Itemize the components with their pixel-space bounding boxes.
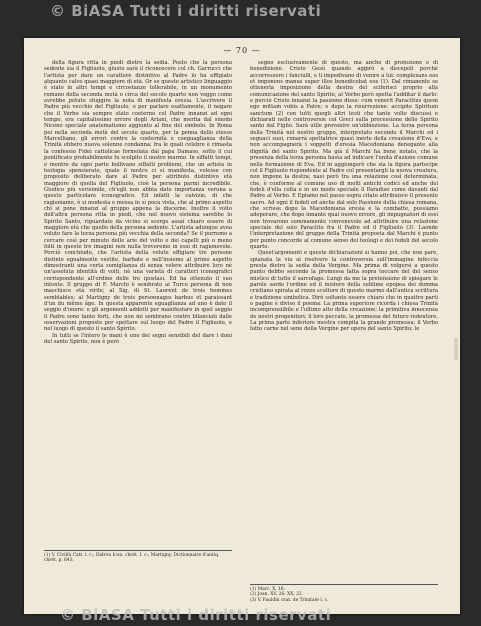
watermark-top: © BiASA Tutti i diritti riservati xyxy=(50,2,322,20)
right-paragraph-1: segno esclusivamente di questo, ma anche di protezione e di benedizione. Cristo Gesù quando aggirò a discepoli perchè accorressero i fanciulli, e li impedivano di venire a lui: complexans eos et imponens manus super illos benedicebat eos (1). Dal rimanente se ottenerla imposizione della destra del sciferisci proprio alla comunicazione del santo Spirito, al Verbo però spetta l'additar il darlo: e perciò Cristo innanzi la passione disse: cum venerit Paraclitus quem ego mittam vobis a Patre; e dopo la risurrezione: accipite Spiritum sanctum (2) con tutti quegli altri testi che tante volte discussi e dichiarati nelle controversie coi Greci sulla processione dello Spirito santo dal Figlio. Sarà utile prevenire un'obbiezione. La terza persona della Trinità nel nostro gruppo, interpretato secondo il Marchi ed i seguaci suoi, rimarrà spettatrice quasi inerte della creazione d'Eva, e non accompagnerà i soppetti d'eresia Macedoniana denegante alla dignità del santo Spirito. Ma già il Marchi ha bene notato, che la presenza della terza persona basta ad indicare l'unità d'azione comune nella formazione di Eva. Ed in aggiungerò che sia la figura partecipe col il Figliuolo rispondente al Padre col presentargli la nuova creatura, non impone la destra; nasi però tra una relazione così determinata, che, è conforme al comune uso di molti antichi codici ed anche dei fedeli d'ella colta e in un modo speciale il Paradiso come davanti dal Padre al Verbo. E Eptamo nel passo sopra citato attribuisce il presente sacro. Ad ogni il fedeli ed anche dal solo Passione della chiesa romana, che scrisse dopo la Macedoniana eresia e la combatte, possiamo adoperare, che dopo innante qual nuovo errore, gli impugnatori di essi non trovarono sommamente convenevole ad attribuire una relazione speciale del solo Paraclito fra il Padre ed il Figliuolo (3). Laonde l'interpretazione del gruppo della Trinità proposta dal Marchi è punto per punto concorde al comune senso dei teologi e dei fedeli del secolo quarto. xyxy=(250,60,438,250)
footnotes-left xyxy=(44,550,232,564)
footnote: (3) V. Fauldin orat. de Trinitate l. c. xyxy=(250,597,329,603)
page-number: — 70 — xyxy=(223,46,261,55)
right-paragraph-2: Quest'argomenti e queste dichiarazioni si hanno poi, che non pare, spianata la via al risolvere la controversia sull'immagine infeccia presta dietro la sedia della Vergine. Ma prima di volgersi a questo punto debbo secondo la promessa fatta sopra toccare del del senso mistico di tutto il sarcofago. Lungi da me la pretensione di spiegare le parole sarde l'ordine ed il mistero della sublime epopea dei domma cristiano spirata al rozzo scultore di questo marmo dall'antica scrittura e tradizione simbolica. Dirò soltanto essere chiaro che in quattro parti o pagine è diviso il poema. La prima superiore ricorda i chiesa Trinità incomprensiibile e l'ultimo atto della creazione; la primitiva innocenza de nostri progenitori; il loro peccato, la promessa del futuro redentore. La prima parte inferiore mostra compita la grande promessa; il Verbo fatto carne nel seno della Vergine per opera del santo Spirito; le xyxy=(250,250,438,333)
left-paragraph-2: In tutti se l'intero le mani è uno dei segni sensibili del dare i doni del santo Spirito, non è però xyxy=(44,332,232,346)
left-paragraph-1: della figura ritta in piedi dietro la sedia. Posto che la persona sedente sia il Figliuolo, giusto sarà il riconoscere col ch. Garrucci che l'artista per dare un carattere distintivo al Padre lo ha effigiato alquanto calvo quasi maggiore di età. Or se questo artistico linguaggio è stato in altri tempi e circostanze tollerabile, in un monumento romano della seconda metà o circa del secolo quarto non veggo come avrebbe potuto sfuggire la nota di manifesta eresia. L'ascrivere il Padre più vecchio del Figliuolo, o per parlare esattamente, il negare che il Verbo sia sempre stato coeterno col Padre innanzi ad ogni tempo, era capitalissimo errore degli Ariani, che merita dal sinodo Niceno speciale anatematismo aggiunto al fine del simbolo. In Roma poi nella seconda metà del secolo quarto, per la penna dello stesso Marcelliano, gli errori contro la coeternità e coeguaglianza della Trinità ebbero nuova solenne condanna; fra le quali celebre è rimasta la confessio Fidei cattolicae formolata dal papa Damaso, sotto il cui pontificato probabilmente fu scolpito il nostro marmo. In siffatti tempi, e mentre da ogni parte bollivano siffatti problemi, che un artista in teologia spensierato, quale il nostro ci si manifesta, volesse con proposito deliberato dare al Padre per attributo distintivo età maggiore di quella del Figliuolo, cioè la persona parmi incredibile. Giudico più verisimile, ch'egli non abbia dato importanza veruna a questo particolare iconografico. Ed infatti la calvizie, di che ragioniamo, è si modesta e messa in sì poca vista, che al primo aspetto chi si pone innanzi al gruppo appena la discerne. Inoltre il volto dell'altra persona ritta in piedi, che nel nuovo sistema sarebbe lo Spirito Santo, riguardato da vicino si scorge assai chiaro essere di maggiore età che quello della persona sedente. L'artista adunque avea voluto fare la terza persona più vecchia della seconda? Se il porremo a cercare così per minuto delle arie del volto e dei capelli più o meno folti in queste tre imagini non nulla troveremo in essi di ragionevole. Perciò conchiudo, che l'artista della volute effigiare tre persone distinte egualmente vestite, barbate e nell'insieme al primo aspetto dimostranti una certa somiglianza di senza volere attribuire loro nè un'assoluta identità di volti, nè una varietà di caratteri iconografici corrispondente all'ordine delle tre ipostasi. Ed ha ottenuto il suo intento. Il gruppo di F. Marchi è sembrato ai Turco persona di non maschisce età virile; al Sig. di St. Laurent de trois hommes semblables; al Martigny de trois personnages barbus et paraissant d'un du même âge. In questa apparente eguaglianza ad uno è dato il seggio d'onore: e gli argomenti addotti per manifestare in quel seggio il Padre sono tanto forti, che non mi sembrano contro bilanciati dalle osservazioni proposte per spettare sul luogo del Padre il Figliuolo, e nel luogo di questo il santo Spirito. xyxy=(44,60,232,333)
right-column xyxy=(250,60,438,582)
left-column xyxy=(44,60,232,544)
page-edge-tab xyxy=(454,338,458,360)
footnotes-right xyxy=(250,584,438,603)
watermark-bottom: © BiASA Tutti i diritti riservati xyxy=(60,606,332,624)
footnote: (1) Marc. X, 16. xyxy=(250,587,285,592)
footnote: (1) V. Civiltà Catt. l. c.; Didron Icon. chrét. I. c.; Martigny, Dictionnaire d'antiq. chrét. p. 643. xyxy=(44,553,220,564)
footnote: (2) Joan. XV, 26; XX, 22. xyxy=(250,592,304,598)
document-page xyxy=(24,38,460,614)
